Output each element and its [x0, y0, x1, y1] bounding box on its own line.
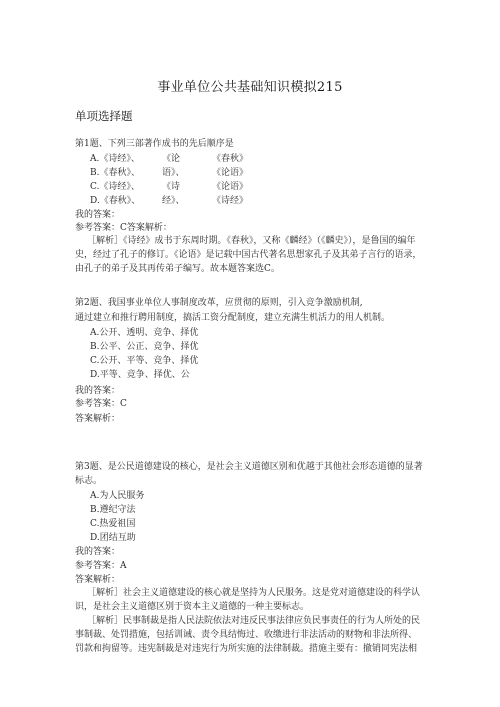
option-text: 《诗经》: [212, 196, 249, 206]
question-2-option-c[interactable]: C.公开、平等、竞争、择优: [90, 356, 199, 366]
question-3-stem: 第3题、是公民道德建设的核心，是社会主义道德区别和优越于其他社会形态道德的显著标志。: [75, 462, 423, 486]
option-text: 语》、: [162, 168, 185, 178]
question-3-reference-answer: 参考答案：A: [75, 561, 127, 571]
option-text: 经》、: [162, 196, 185, 206]
question-3-analysis-label: 答案解析：: [75, 575, 121, 585]
option-text: 《论语》: [212, 168, 249, 178]
question-2-option-b[interactable]: B.公平、公正、竞争、择优: [90, 342, 199, 352]
question-3-option-d[interactable]: D.团结互助: [90, 533, 136, 543]
question-2-option-d[interactable]: D.平等、竞争、择优、公: [90, 370, 190, 380]
question-3-my-answer: 我的答案：: [75, 547, 121, 557]
option-text: 《论语》: [212, 182, 249, 192]
question-1-my-answer: 我的答案：: [75, 210, 121, 220]
document-title: 事业单位公共基础知识模拟215: [157, 80, 343, 95]
question-1-explanation: ［解析］《诗经》成书于东周时期。《春秋》，又称《麟经》（《麟史》），是鲁国的编年史，经过了孔子的修订。《论语》是记载中国古代著名思想家孔子及其弟子言行的语录，由孔子的弟子及其再传弟子编写。故本题答案选C。: [75, 236, 422, 274]
question-3-option-a[interactable]: A.为人民服务: [90, 491, 145, 501]
question-2-option-a[interactable]: A.公开、透明、竞争、择优: [90, 328, 199, 338]
option-text: D.《春秋》、: [90, 196, 141, 206]
question-3-option-b[interactable]: B.遵纪守法: [90, 505, 136, 515]
option-text: 《论: [162, 154, 181, 164]
section-heading: 单项选择题: [75, 109, 133, 123]
question-2-reference-answer: 参考答案：C: [75, 399, 127, 409]
question-2-analysis-label: 答案解析：: [75, 414, 121, 424]
option-text: C.《诗经》、: [90, 182, 140, 192]
option-text: 《诗: [162, 182, 181, 192]
question-2-stem-line-1: 第2题、我国事业单位人事制度改革，应贯彻的原则，引入竞争激励机制,: [75, 298, 363, 308]
question-3-option-c[interactable]: C.热爱祖国: [90, 519, 136, 529]
question-1-stem: 第1题、下列三部著作成书的先后顺序是: [75, 139, 234, 149]
question-3-explanation-2: ［解析］民事制裁是指人民法院依法对违反民事法律应负民事责任的行为人所处的民事制裁、处罚措施，包括训诫、责令具结悔过、收缴进行非法活动的财物和非法所得、罚款和拘留等。违宪制裁是对违宪行为所实施的法律制裁。措施主要有：撤销同宪法相: [75, 616, 421, 654]
question-2-stem-line-2: 通过建立和推行聘用制度，搞活工资分配制度，建立充满生机活力的用人机制。: [75, 313, 391, 323]
question-2-my-answer: 我的答案：: [75, 386, 121, 396]
option-text: 《春秋》: [212, 154, 249, 164]
option-text: B.《春秋》、: [90, 168, 140, 178]
question-1-reference-answer: 参考答案：C答案解析：: [75, 223, 172, 233]
option-text: A.《诗经》、: [90, 154, 140, 164]
question-3-explanation-1: ［解析］社会主义道德建设的核心就是坚持为人民服务。这是党对道德建设的科学认识，是社会主义道德区别于资本主义道德的一种主要标志。: [75, 588, 421, 612]
